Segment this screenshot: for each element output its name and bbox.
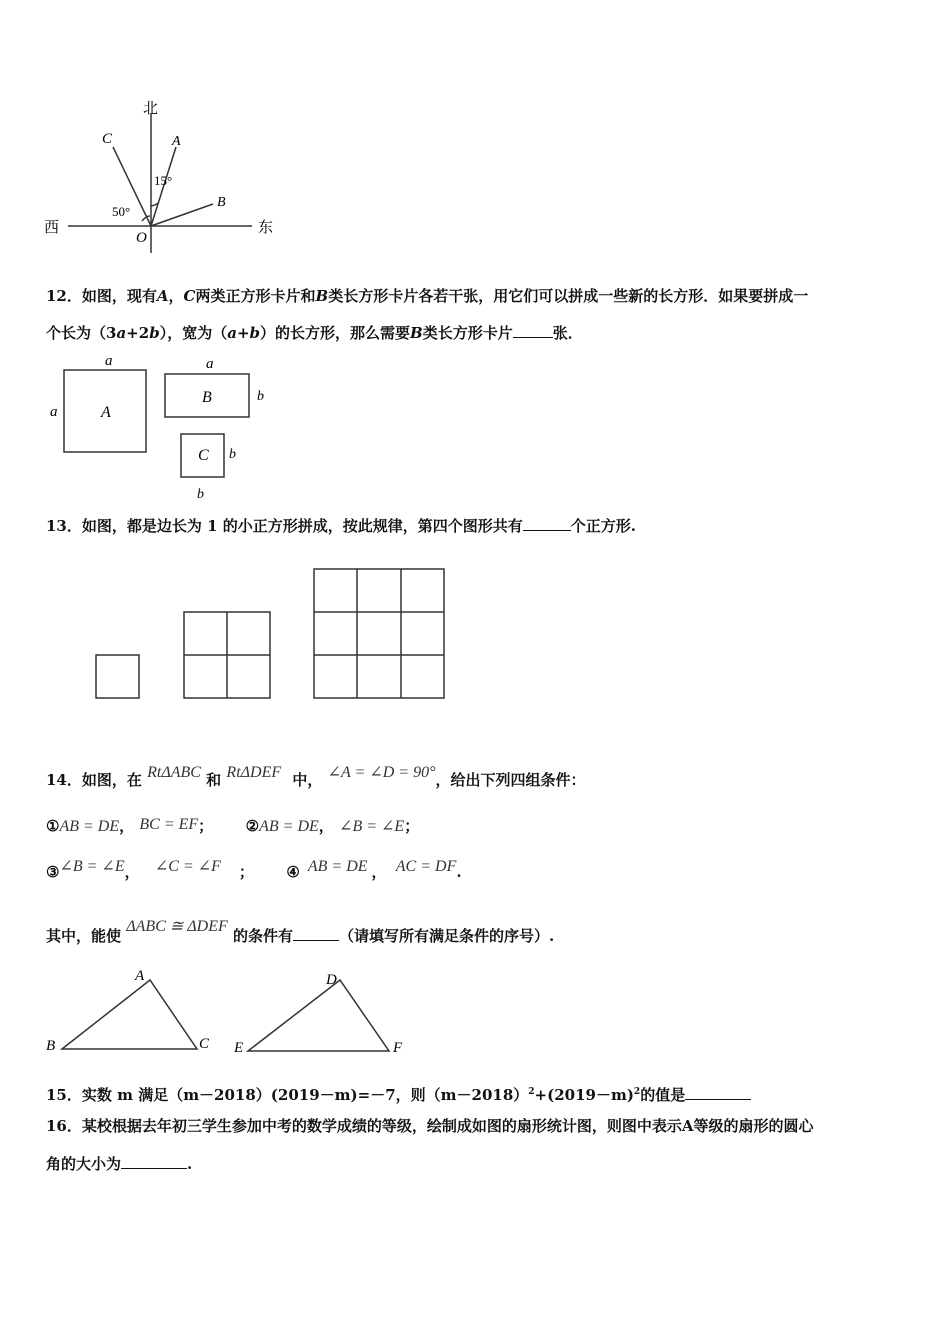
- ray-ob: [151, 204, 213, 226]
- text: 和: [206, 771, 222, 789]
- q13-text: [46, 516, 906, 536]
- text: ；: [404, 817, 420, 835]
- text: ，: [318, 817, 334, 835]
- text: .: [187, 1155, 193, 1173]
- card-b-label: B: [202, 389, 212, 406]
- vertex-d: D: [326, 972, 337, 988]
- vertex-b: B: [46, 1038, 56, 1054]
- text: A: [156, 287, 169, 305]
- answer-blank: [523, 516, 571, 531]
- label-a: A: [172, 134, 181, 149]
- q12-cards-diagram: [40, 352, 280, 507]
- condition-3-a: ∠B = ∠E: [59, 858, 125, 875]
- text: 等级的扇形的圆心: [693, 1117, 814, 1135]
- condition-4-a: AB = DE: [307, 858, 368, 875]
- text: ，: [124, 863, 140, 881]
- text: ），宽为（: [159, 324, 228, 342]
- text: 15．实数 m 满足（m－2018）(2019－m)=－7，则（m－2018）: [46, 1086, 529, 1104]
- q12-line2: [46, 323, 906, 343]
- card-c-bottom: b: [197, 487, 204, 502]
- vertex-a: A: [135, 968, 145, 984]
- text: 其中，能使: [46, 927, 122, 945]
- text: A: [681, 1117, 694, 1135]
- q12-line1: [46, 286, 906, 306]
- vertex-c: C: [199, 1036, 210, 1052]
- card-b-right: b: [257, 389, 264, 404]
- q16-line2: [46, 1154, 906, 1174]
- q16-line1: [46, 1116, 906, 1136]
- q14-line1: [46, 764, 906, 791]
- answer-blank: [685, 1085, 751, 1100]
- q14-conditions-1-2: [46, 816, 906, 837]
- text: （请填写所有满足条件的序号）.: [339, 927, 555, 945]
- label-north: 北: [143, 99, 159, 117]
- text: a: [227, 324, 237, 342]
- text: 角的大小为: [46, 1155, 122, 1173]
- text: b: [149, 324, 160, 342]
- text: ；: [238, 863, 254, 881]
- text: ，: [371, 863, 387, 881]
- condition-1-b: BC = EF: [139, 816, 199, 833]
- triangle-abc: [62, 980, 197, 1049]
- text: 张．: [552, 324, 583, 342]
- q13-squares-diagram: [90, 565, 450, 705]
- vertex-f: F: [393, 1040, 403, 1056]
- condition-1-a: AB = DE: [59, 818, 120, 835]
- text: ）的长方形，那么需要: [260, 324, 411, 342]
- text: ，给出下列四组条件：: [435, 771, 586, 789]
- text: .: [456, 863, 462, 881]
- figure-3: [314, 569, 444, 698]
- text: ，: [119, 817, 135, 835]
- label-west: 西: [44, 218, 60, 236]
- text: 2: [633, 1087, 641, 1097]
- triangle-def: [248, 980, 389, 1051]
- compass-diagram: [40, 95, 290, 260]
- text: B: [315, 287, 329, 305]
- card-a-label: A: [101, 404, 111, 421]
- figure-1: [96, 655, 139, 698]
- card-c-label: C: [198, 447, 209, 464]
- answer-blank: [293, 926, 339, 941]
- text: 中，: [292, 771, 323, 789]
- q14-triangles-diagram: [40, 962, 420, 1062]
- text: 12．如图，现有: [46, 287, 157, 305]
- label-east: 东: [258, 218, 274, 236]
- text: a: [116, 324, 127, 342]
- q15-text: [46, 1082, 906, 1105]
- figure-2: [184, 612, 270, 698]
- text: ；: [198, 817, 214, 835]
- label-b: B: [217, 195, 226, 210]
- vertex-e: E: [234, 1040, 244, 1056]
- answer-blank: [121, 1154, 187, 1169]
- congruent-expression: ΔABC ≅ ΔDEF: [126, 918, 228, 935]
- text: 13．如图，都是边长为 1 的小正方形拼成，按此规律，第四个图形共有: [46, 517, 523, 535]
- text: ，: [168, 287, 184, 305]
- text: 类长方形卡片: [422, 324, 513, 342]
- condition-2-num: ②: [245, 817, 260, 835]
- text: C: [183, 287, 196, 305]
- condition-4-num: ④: [286, 863, 300, 881]
- text: 两类正方形卡片和: [195, 287, 316, 305]
- text: 的条件有: [233, 927, 294, 945]
- card-c-right: b: [229, 447, 236, 462]
- text: 16．某校根据去年初三学生参加中考的数学成绩的等级，绘制成如图的扇形统计图，则图中表示: [46, 1117, 682, 1135]
- text: 14．如图，在: [46, 771, 142, 789]
- text: 个正方形.: [570, 517, 636, 535]
- angle-15-label: 15°: [154, 173, 173, 188]
- text: +: [236, 324, 250, 342]
- answer-blank: [513, 323, 553, 338]
- q14-conditions-3-4: [46, 858, 906, 883]
- rt-def: RtΔDEF: [226, 764, 282, 781]
- text: b: [249, 324, 261, 342]
- condition-3-num: ③: [46, 863, 60, 881]
- card-a-left: a: [50, 404, 58, 420]
- condition-3-b: ∠C = ∠F: [154, 858, 221, 875]
- condition-4-b: AC = DF: [395, 858, 457, 875]
- text: +2: [126, 324, 150, 342]
- text: 2: [528, 1087, 535, 1097]
- condition-2-b: ∠B = ∠E: [339, 818, 405, 835]
- text: 个长为（3: [46, 324, 117, 342]
- text: +(2019－m): [534, 1086, 634, 1104]
- text: B: [410, 324, 423, 342]
- card-a-top: a: [105, 353, 113, 369]
- label-o: O: [136, 230, 147, 246]
- q14-line3: [46, 918, 906, 947]
- text: 类长方形卡片各若干张，用它们可以拼成一些新的长方形．如果要拼成一: [328, 287, 809, 305]
- text: 的值是: [640, 1086, 686, 1104]
- angle-50-label: 50°: [112, 204, 131, 219]
- card-b-top: a: [206, 356, 214, 372]
- label-c: C: [102, 131, 113, 147]
- condition-1-num: ①: [46, 817, 60, 835]
- angle-equation: ∠A = ∠D = 90°: [327, 764, 436, 781]
- condition-2-a: AB = DE: [259, 818, 319, 835]
- rt-abc: RtΔABC: [147, 764, 201, 781]
